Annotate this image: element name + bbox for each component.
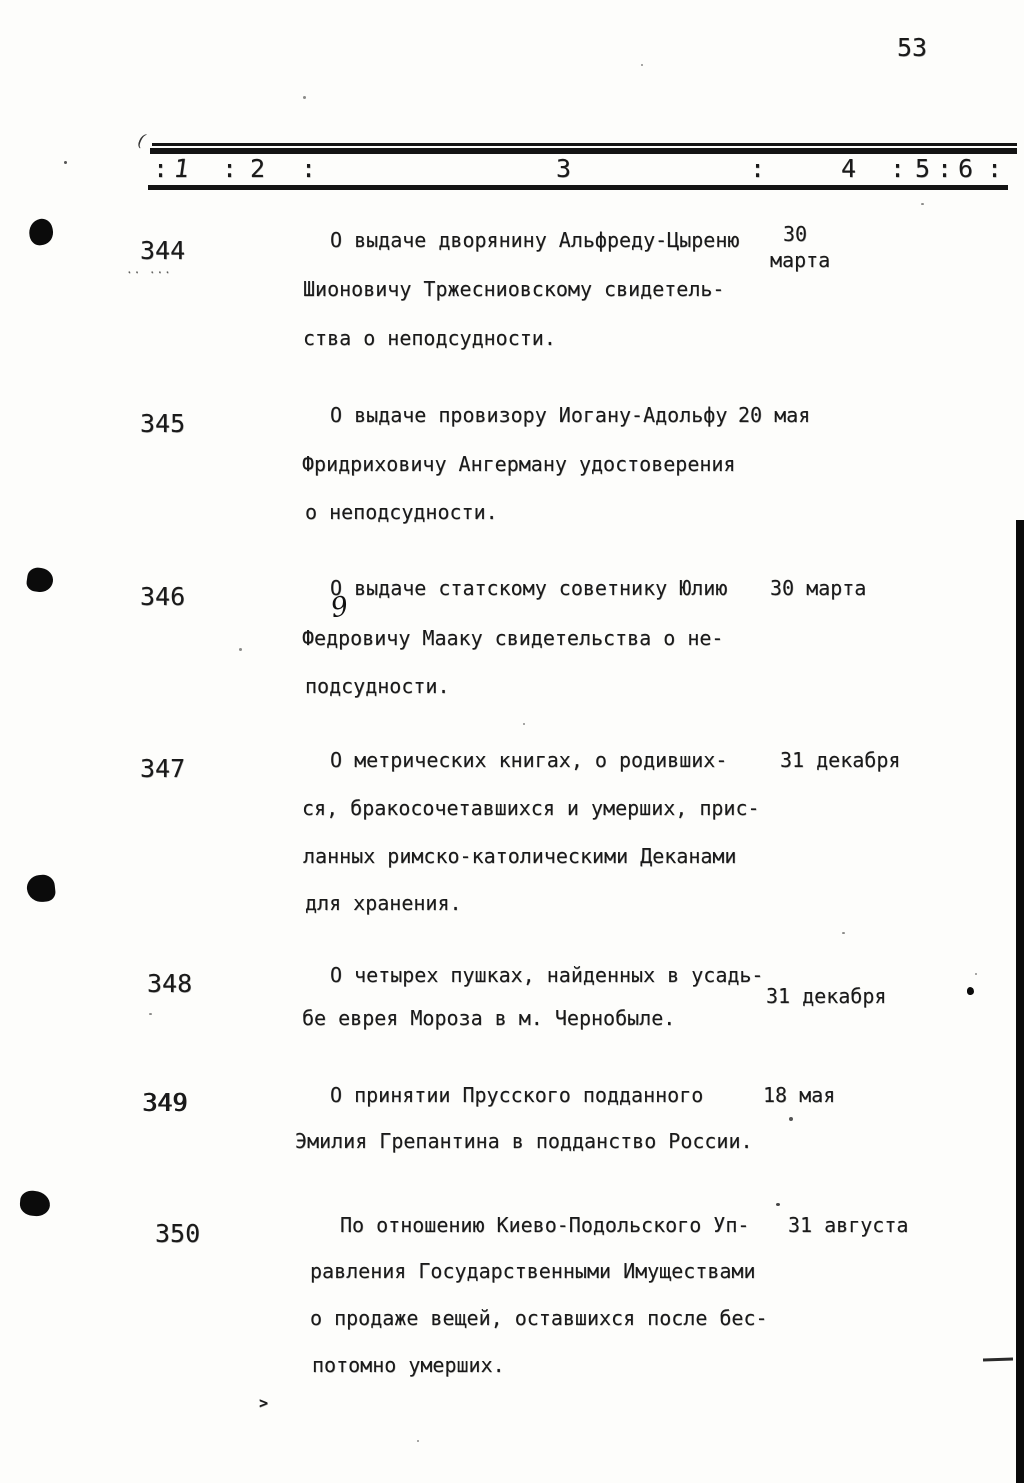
entry-number: 348 [147,969,193,998]
margin-dash [983,1357,1013,1361]
entry-number: 346 [140,582,186,611]
entry-line: О четырех пушках, найденных в усадь- [330,963,764,987]
ink-dot [967,987,974,995]
entry-number: 347 [140,754,186,783]
paper-speck [303,96,306,99]
paper-speck [921,203,924,205]
entry-date-month: марта [770,248,831,272]
entry-line: о продаже вещей, оставшихся после бес- [310,1306,768,1330]
paper-speck [776,1203,780,1206]
paper-speck [149,1013,152,1015]
header-separator: : [750,154,766,183]
entry-line: ся, бракосочетавшихся и умерших, прис- [302,796,760,820]
entry-date: 31 декабря [766,984,887,1008]
ink-blot [19,1190,51,1218]
chevron-mark: > [259,1394,269,1412]
header-separator: : [153,154,169,183]
ink-blot [25,566,54,593]
entry-number: 345 [140,409,186,438]
column-header-5: 5 [915,154,931,183]
entry-line: О выдаче дворянину Альфреду-Цыреню [330,228,740,252]
entry-line: Федровичу Мааку свидетельства о не- [302,626,724,650]
column-header-1: 1 [171,154,192,183]
header-separator: : [222,154,238,183]
header-rule-bottom [148,185,1008,190]
entry-line: О выдаче провизору Иогану-Адольфу [330,403,728,427]
header-separator: : [987,154,1003,183]
entry-line: По отношению Киево-Подольского Уп- [340,1213,750,1237]
entry-line: Эмилия Грепантина в подданство России. [295,1129,753,1153]
paper-speck [641,64,643,66]
column-header-2: 2 [250,154,266,183]
paper-speck [417,1440,419,1442]
entry-date: 30 марта [770,576,867,600]
page-edge-shadow [1016,520,1024,1483]
entry-number: 344 [140,236,186,265]
pencil-dashes: ·· ··· [126,266,172,279]
entry-date: 31 августа [788,1213,909,1237]
entry-date: 18 мая [763,1083,836,1107]
entry-line: для хранения. [305,891,462,915]
entry-line: ланных римско-католическими Деканами [303,844,737,868]
paper-speck [64,161,67,164]
entry-date-day: 30 [783,222,808,246]
ink-blot [27,217,56,247]
paper-speck [842,932,845,934]
entry-line: бе еврея Мороза в м. Чернобыле. [302,1006,676,1030]
entry-date: 20 мая [738,403,811,427]
column-header-6: 6 [958,154,974,183]
page-number: 53 [897,33,928,62]
entry-date: 31 декабря [780,748,901,772]
paper-speck [523,723,525,725]
entry-line: ства о неподсудности. [303,326,556,350]
entry-line: подсудности. [305,674,450,698]
paper-speck [975,973,977,975]
header-separator: : [890,154,906,183]
handwritten-correction: 9 [328,590,351,625]
header-rule-top-thin [152,143,1017,146]
entry-line: о неподсудности. [305,500,498,524]
entry-number: 350 [155,1219,201,1248]
header-rule-top-thick [150,148,1017,154]
ink-blot [26,874,57,904]
entry-line: О принятии Прусского подданного [330,1083,704,1107]
entry-number: 349 [142,1088,188,1117]
column-header-4: 4 [841,154,857,183]
header-curl-mark: ( [135,130,147,152]
paper-speck [239,648,242,651]
header-separator: : [301,154,317,183]
header-separator: : [937,154,953,183]
column-header-3: 3 [556,154,572,183]
entry-line: равления Государственными Имуществами [310,1259,756,1283]
entry-line: О выдаче статскому советнику Юлию [330,576,728,600]
entry-line: потомно умерших. [312,1353,505,1377]
paper-speck [789,1117,793,1121]
entry-line: О метрических книгах, о родивших- [330,748,728,772]
entry-line: Шионовичу Тржесниовскому свидетель- [303,277,725,301]
entry-line: Фридриховичу Ангерману удостоверения [302,452,736,476]
